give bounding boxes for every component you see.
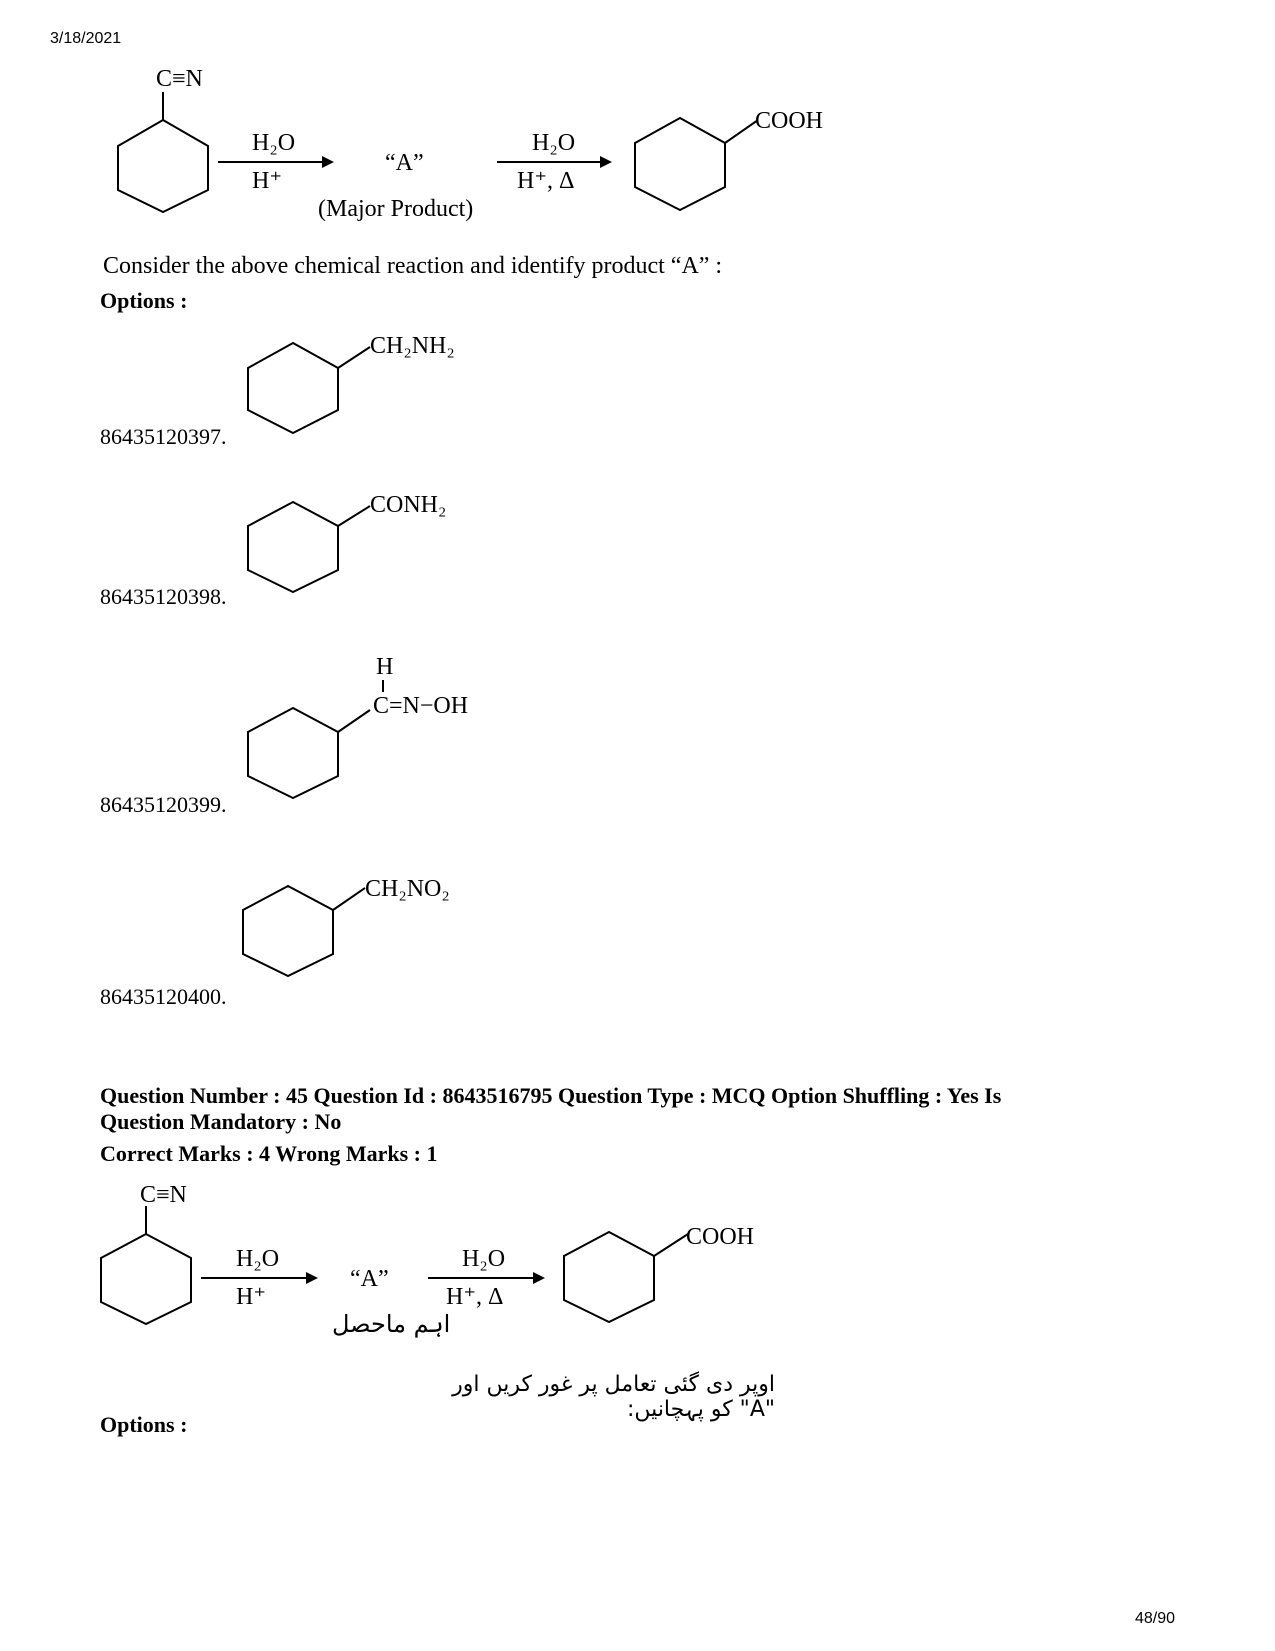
cyclohexane-ring <box>101 1234 191 1324</box>
reagent-bottom: H⁺ <box>236 1284 266 1310</box>
bond <box>338 710 370 732</box>
intermediate-label: “A” <box>350 1266 389 1292</box>
bond <box>725 120 758 143</box>
cyclohexane-ring <box>248 502 338 592</box>
cyclohexane-ring <box>118 120 208 212</box>
arrowhead <box>600 156 612 168</box>
question-marks: Correct Marks : 4 Wrong Marks : 1 <box>100 1141 438 1166</box>
nitrile-group: C≡N <box>140 1182 187 1208</box>
cyclohexane-ring <box>243 886 333 976</box>
reagent-top: H₂O <box>462 1246 506 1272</box>
reaction-scheme-2 <box>0 1170 1275 1345</box>
arrowhead <box>322 156 334 168</box>
bond <box>338 506 370 526</box>
bond <box>338 347 370 368</box>
options-label: Options : <box>100 288 188 313</box>
bond <box>654 1234 688 1256</box>
substituent-group: CH₂NO₂ <box>365 876 450 902</box>
hydrogen-atom: H <box>376 654 394 680</box>
carboxyl-group: COOH <box>686 1224 755 1250</box>
intermediate-note: اہم ماحصل <box>332 1310 451 1338</box>
question-meta <box>100 1083 1140 1135</box>
question-meta-line-1: Question Number : 45 Question Id : 8643516795 Question Type : MCQ Option Shuffling : Yes Is <box>100 1083 1002 1108</box>
option-id[interactable]: 86435120397. <box>100 424 227 449</box>
arrowhead <box>306 1272 318 1284</box>
option-structure-2 <box>230 488 530 598</box>
option-structure-1 <box>230 325 530 440</box>
cyclohexane-ring <box>635 118 725 210</box>
bond <box>333 888 365 910</box>
print-date: 3/18/2021 <box>50 30 122 47</box>
option-id[interactable]: 86435120398. <box>100 584 227 609</box>
cyclohexane-ring <box>248 708 338 798</box>
option-id[interactable]: 86435120399. <box>100 792 227 817</box>
option-id[interactable]: 86435120400. <box>100 984 227 1009</box>
options-label-2: Options : <box>100 1412 188 1437</box>
reagent-bottom: H⁺, Δ <box>517 168 575 194</box>
reaction-scheme-1 <box>0 0 1275 240</box>
substituent-group: C=N−OH <box>373 693 469 719</box>
substituent-group: CH₂NH₂ <box>370 333 455 359</box>
option-structure-4 <box>225 872 525 982</box>
nitrile-group: C≡N <box>156 66 203 92</box>
arrowhead <box>533 1272 545 1284</box>
option-structure-3 <box>230 650 550 805</box>
cyclohexane-ring <box>564 1232 654 1322</box>
reagent-bottom: H⁺ <box>252 168 282 194</box>
page-number: 48/90 <box>1134 1610 1175 1627</box>
substituent-group: CONH₂ <box>370 492 447 518</box>
reagent-top: H₂O <box>532 130 576 156</box>
intermediate-note: (Major Product) <box>318 196 474 222</box>
cyclohexane-ring <box>248 343 338 433</box>
reagent-top: H₂O <box>252 130 296 156</box>
carboxyl-group: COOH <box>755 108 824 134</box>
question-text: Consider the above chemical reaction and identify product “A” : <box>103 253 723 279</box>
question-meta-line-2: Question Mandatory : No <box>100 1109 342 1134</box>
urdu-question-text: اوپر دی گئی تعامل پر غور کریں اور "A" کو پہچانیں: <box>452 1372 775 1422</box>
reagent-top: H₂O <box>236 1246 280 1272</box>
reagent-bottom: H⁺, Δ <box>446 1284 504 1310</box>
intermediate-label: “A” <box>385 150 424 176</box>
